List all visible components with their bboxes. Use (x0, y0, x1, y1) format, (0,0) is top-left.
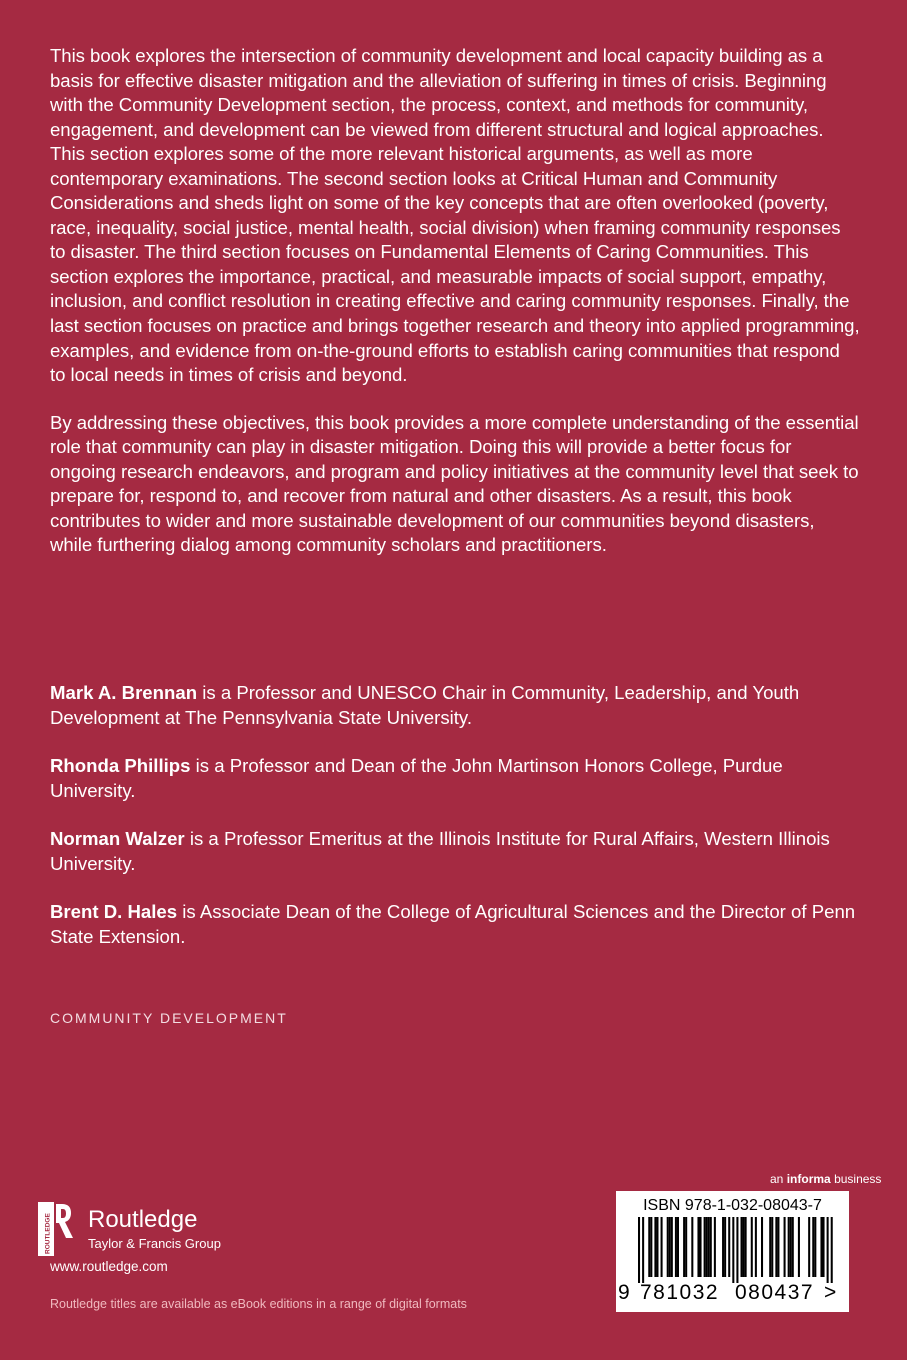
barcode-bar (671, 1217, 673, 1277)
barcode-bars (632, 1217, 836, 1283)
barcode-digits-left: 781032 (640, 1281, 720, 1304)
informa-tagline (770, 1172, 881, 1186)
barcode-bar (656, 1217, 658, 1277)
barcode-bar (814, 1217, 816, 1277)
barcode-bar (650, 1217, 652, 1277)
vertical-wordmark: ROUTLEDGE (44, 1213, 52, 1254)
barcode-bar (784, 1217, 786, 1277)
barcode-bar (706, 1217, 708, 1277)
book-description (50, 44, 860, 581)
barcode-bar (788, 1217, 790, 1277)
author-bios (50, 681, 860, 973)
barcode-bar (820, 1217, 822, 1277)
publisher-group: Taylor & Francis Group (88, 1236, 221, 1251)
barcode-bar (708, 1217, 710, 1277)
barcode-digits-right: 080437 (735, 1281, 815, 1304)
author-description: is a Professor and Dean of the John Martinson Honors College, Purdue University. (50, 755, 783, 801)
author-name: Rhonda Phillips (50, 755, 191, 776)
barcode-bar (812, 1217, 814, 1277)
publisher-website[interactable]: www.routledge.com (50, 1259, 168, 1274)
barcode-bar (751, 1217, 753, 1277)
author-bio (50, 900, 860, 949)
author-name: Mark A. Brennan (50, 682, 198, 703)
barcode-bar (775, 1217, 777, 1277)
barcode-bar (771, 1217, 773, 1277)
barcode-bar (683, 1217, 685, 1277)
barcode-bar (691, 1217, 693, 1277)
barcode-first-digit: 9 (618, 1281, 630, 1304)
author-bio (50, 681, 860, 730)
barcode-bar (667, 1217, 669, 1277)
barcode-bar (661, 1217, 663, 1277)
author-bio (50, 754, 860, 803)
author-name: Norman Walzer (50, 828, 185, 849)
barcode-bar (714, 1217, 716, 1277)
description-paragraph-1: This book explores the intersection of community development and local capacity building as a basis for effective disaster mitigation and the alleviation of suffering in times of crisis. Beginning with the Community Development section, the process, context, and methods for community, engagement, and development can be viewed from different structural and logical approaches. This section explores some of the more relevant historical arguments, as well as more contemporary examinations. The second section looks at Critical Human and Community Considerations and sheds light on some of the key concepts that are often overlooked (poverty, race, inequality, social justice, mental health, social division) when framing community responses to disaster. The third section focuses on Fundamental Elements of Caring Communities. This section explores the importance, practical, and measurable impacts of social support, empathy, inclusion, and conflict resolution in creating effective and caring community responses. Finally, the last section focuses on practice and brings together research and theory into applied programming, examples, and evidence from on-the-ground efforts to establish caring communities that respond to local needs in times of crisis and beyond. (50, 45, 860, 386)
publisher-logo (38, 1198, 278, 1258)
barcode-bar (777, 1217, 779, 1277)
barcode-bar (700, 1217, 702, 1277)
informa-brand: informa (786, 1172, 831, 1186)
barcode-bar (790, 1217, 792, 1277)
barcode-bar (736, 1217, 738, 1283)
barcode-bar (761, 1217, 763, 1277)
barcode-bar (675, 1217, 677, 1277)
author-description: is Associate Dean of the College of Agricultural Sciences and the Director of Penn State Extension. (50, 901, 856, 947)
informa-prefix: an (770, 1172, 784, 1186)
barcode-bar (743, 1217, 745, 1277)
barcode-bar (745, 1217, 747, 1277)
barcode-bar (638, 1217, 640, 1283)
subject-category: COMMUNITY DEVELOPMENT (50, 1010, 288, 1026)
barcode-bar (685, 1217, 687, 1277)
barcode-bar (827, 1217, 829, 1283)
barcode-bar (798, 1217, 800, 1277)
barcode-bar (823, 1217, 825, 1277)
barcode-bar (710, 1217, 712, 1277)
author-description: is a Professor Emeritus at the Illinois Institute for Rural Affairs, Western Illinois University. (50, 828, 830, 874)
isbn-barcode (616, 1191, 849, 1312)
barcode-bar (697, 1217, 699, 1277)
barcode-bar (728, 1217, 730, 1277)
routledge-logo-icon (38, 1198, 78, 1258)
barcode-bar (642, 1217, 644, 1283)
barcode-bar (669, 1217, 671, 1277)
barcode-bar (792, 1217, 794, 1277)
description-paragraph-2: By addressing these objectives, this book provides a more complete understanding of the essential role that community can play in disaster mitigation. Doing this will provide a better focus for ongoing research endeavors, and program and policy initiatives at the community level that seek to prepare for, respond to, and recover from natural and other disasters. As a result, this book contributes to wider and more sustainable development of our communities beyond disasters, while furthering dialog among community scholars and practitioners. (50, 411, 859, 556)
barcode-bar (654, 1217, 656, 1277)
barcode-quiet-mark: > (824, 1281, 837, 1304)
barcode-bar (732, 1217, 734, 1283)
author-description: is a Professor and UNESCO Chair in Community, Leadership, and Youth Development at The Pennsylvania State University. (50, 682, 800, 728)
isbn-label: ISBN 978-1-032-08043-7 (643, 1197, 822, 1214)
barcode-bar (677, 1217, 679, 1277)
barcode-bar (648, 1217, 650, 1277)
barcode-bar (741, 1217, 743, 1277)
barcode-bar (724, 1217, 726, 1277)
publisher-name: Routledge (88, 1206, 198, 1233)
barcode-bar (704, 1217, 706, 1277)
barcode-bar (769, 1217, 771, 1277)
ebook-note: Routledge titles are available as eBook editions in a range of digital formats (50, 1297, 467, 1311)
barcode-bar (831, 1217, 833, 1283)
informa-suffix: business (834, 1172, 882, 1186)
barcode-bar (808, 1217, 810, 1277)
barcode-bar (722, 1217, 724, 1277)
author-bio (50, 827, 860, 876)
barcode-bar (755, 1217, 757, 1277)
author-name: Brent D. Hales (50, 901, 178, 922)
